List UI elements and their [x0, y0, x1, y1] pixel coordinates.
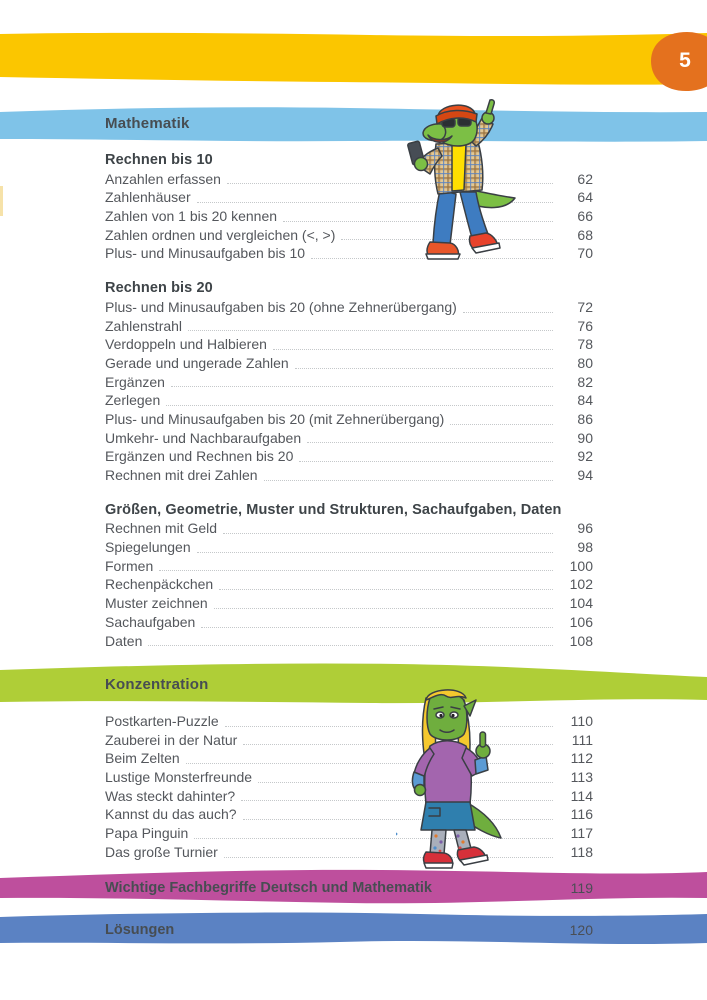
toc-row — [105, 749, 593, 768]
toc-entry-title: Gerade und ungerade Zahlen — [105, 354, 289, 371]
dotted-leader — [219, 575, 553, 590]
toc-entry-title: Papa Pinguin — [105, 825, 189, 842]
monster-girl-thumbs-up-illustration — [396, 684, 508, 870]
toc-entry-title: Sachaufgaben — [105, 613, 196, 630]
toc-entry-title: Rechnen mit Geld — [105, 520, 218, 537]
croc-hand-left — [415, 158, 428, 171]
toc-entry-page-number: 78 — [577, 336, 593, 353]
toc-entry-title: Das große Turnier — [105, 843, 218, 860]
toc-row — [105, 843, 593, 862]
dotted-leader — [201, 613, 553, 628]
toc-section-heading: Rechnen bis 10 — [105, 152, 213, 168]
toc-row — [105, 391, 593, 410]
toc-entry-page-number: 106 — [569, 613, 593, 630]
toc-entry-title: Rechenpäckchen — [105, 576, 214, 593]
toc-entry-title: Zahlen ordnen und vergleichen (<, >) — [105, 226, 336, 243]
dotted-leader — [295, 354, 553, 369]
toc-row — [105, 298, 593, 317]
toc-section — [105, 279, 593, 485]
toc-section — [105, 712, 593, 862]
dotted-leader — [214, 594, 553, 609]
footer-page-number: 119 — [570, 880, 593, 896]
toc-entry-page-number: 82 — [577, 373, 593, 390]
toc-entry-title: Zahlenhäuser — [105, 189, 191, 206]
footer-label: Wichtige Fachbegriffe Deutsch und Mathematik — [105, 880, 432, 896]
dotted-leader — [307, 429, 553, 444]
toc-entry-page-number: 92 — [577, 448, 593, 465]
toc-entry-title: Anzahlen erfassen — [105, 170, 221, 187]
toc-row — [105, 731, 593, 750]
toc-entry-page-number: 62 — [577, 170, 593, 187]
dotted-leader — [197, 538, 553, 553]
toc-entry-title: Beim Zelten — [105, 750, 180, 767]
footer-row-fachbegriffe — [105, 879, 593, 897]
toc-row — [105, 575, 593, 594]
toc-entry-page-number: 111 — [571, 731, 593, 748]
toc-entry-page-number: 114 — [570, 787, 593, 804]
toc-entry-title: Rechnen mit drei Zahlen — [105, 467, 258, 483]
girl-sleeve-right — [475, 756, 488, 774]
croc-jeans-left — [433, 190, 456, 245]
toc-row — [105, 226, 593, 245]
dotted-leader — [148, 632, 553, 647]
girl-legging-left — [430, 830, 446, 854]
dotted-leader — [159, 557, 553, 572]
toc-row — [105, 244, 593, 263]
toc-entry-title: Kannst du das auch? — [105, 806, 237, 823]
footer-spacer — [432, 879, 553, 897]
girl-hand-left — [415, 785, 426, 796]
toc-entry-title: Zerlegen — [105, 392, 161, 409]
dotted-leader — [223, 519, 553, 534]
toc-entry-page-number: 68 — [577, 226, 593, 243]
crocodile-with-phone-illustration — [402, 96, 518, 266]
toc-entry-title: Spiegelungen — [105, 539, 191, 556]
toc-entry-page-number: 84 — [577, 392, 593, 409]
toc-entry-title: Zahlen von 1 bis 20 kennen — [105, 208, 278, 225]
toc-row — [105, 613, 593, 632]
toc-entry-page-number: 90 — [577, 429, 593, 446]
toc-row — [105, 170, 593, 189]
dotted-leader — [166, 391, 553, 406]
toc-row — [105, 538, 593, 557]
toc-entry-page-number: 64 — [577, 189, 593, 206]
toc-entry-title: Umkehr- und Nachbaraufgaben — [105, 429, 302, 446]
toc-row — [105, 429, 593, 448]
toc-row — [105, 447, 593, 466]
dotted-leader — [264, 466, 553, 481]
croc-pointing-finger — [486, 100, 494, 114]
toc-row — [105, 557, 593, 576]
dotted-leader — [463, 298, 553, 313]
toc-entry-title: Plus- und Minusaufgaben bis 10 — [105, 245, 306, 262]
toc-row — [105, 519, 593, 538]
toc-section-heading: Rechnen bis 20 — [105, 280, 213, 297]
toc-entry-page-number: 100 — [569, 557, 593, 574]
toc-row — [105, 632, 593, 651]
toc-entry-title: Zauberei in der Natur — [105, 731, 238, 748]
toc-row — [105, 188, 593, 207]
toc-entry-page-number: 94 — [577, 467, 593, 483]
toc-entry-page-number: 70 — [577, 245, 593, 262]
toc-entry-page-number: 117 — [570, 825, 593, 842]
yellow-band — [0, 33, 707, 85]
band-label-konzentration: Konzentration — [105, 676, 209, 693]
toc-entry-page-number: 66 — [577, 208, 593, 225]
dotted-leader — [299, 447, 553, 462]
toc-entry-title: Muster zeichnen — [105, 595, 208, 612]
toc-entry-title: Postkarten-Puzzle — [105, 713, 219, 729]
toc-entry-page-number: 72 — [577, 298, 593, 315]
croc-yellow-tie — [452, 143, 466, 191]
toc-entry-page-number: 98 — [577, 539, 593, 556]
toc-entry-page-number: 96 — [577, 520, 593, 537]
toc-row — [105, 768, 593, 787]
toc-entry-title: Ergänzen — [105, 373, 165, 390]
toc-entry-title: Lustige Monsterfreunde — [105, 769, 253, 786]
toc-row — [105, 805, 593, 824]
toc-row — [105, 466, 593, 485]
toc-entry-page-number: 118 — [570, 843, 593, 860]
toc-mathematik-list — [105, 151, 593, 650]
toc-entry-title: Ergänzen und Rechnen bis 20 — [105, 448, 294, 465]
toc-row — [105, 335, 593, 354]
girl-thumb — [480, 732, 486, 747]
footer-label: Lösungen — [105, 922, 175, 938]
toc-entry-page-number: 104 — [569, 595, 593, 612]
toc-entry-title: Was steckt dahinter? — [105, 787, 236, 804]
dotted-leader — [273, 335, 553, 350]
toc-section — [105, 151, 593, 263]
toc-entry-page-number: 80 — [577, 354, 593, 371]
toc-konzentration-list — [105, 712, 593, 862]
toc-entry-page-number: 102 — [569, 576, 593, 593]
toc-entry-title: Plus- und Minusaufgaben bis 20 (mit Zehnerübergang) — [105, 410, 445, 427]
toc-entry-page-number: 113 — [570, 769, 593, 786]
toc-row — [105, 410, 593, 429]
toc-row — [105, 712, 593, 731]
dotted-leader — [188, 317, 553, 332]
toc-entry-page-number: 86 — [577, 410, 593, 427]
dotted-leader — [171, 373, 553, 388]
toc-entry-title: Plus- und Minusaufgaben bis 20 (ohne Zehnerübergang) — [105, 298, 457, 315]
toc-row — [105, 787, 593, 806]
toc-row — [105, 594, 593, 613]
toc-entry-title: Verdoppeln und Halbieren — [105, 336, 267, 353]
toc-entry-page-number: 116 — [570, 806, 593, 823]
toc-entry-page-number: 110 — [570, 713, 593, 729]
left-edge-print-mark — [0, 186, 3, 216]
toc-row — [105, 373, 593, 392]
toc-entry-title: Daten — [105, 632, 143, 649]
toc-entry-title: Zahlenstrahl — [105, 317, 183, 334]
dotted-leader — [450, 410, 553, 425]
band-label-mathematik: Mathematik — [105, 115, 190, 132]
page-tab-number: 5 — [679, 49, 691, 72]
toc-entry-page-number: 112 — [570, 750, 593, 767]
toc-row — [105, 824, 593, 843]
footer-spacer — [174, 921, 553, 939]
toc-row — [105, 317, 593, 336]
toc-section-heading: Größen, Geometrie, Muster und Strukturen, Sachaufgaben, Daten — [105, 501, 562, 518]
toc-section — [105, 501, 593, 651]
footer-row-loesungen — [105, 921, 593, 939]
toc-entry-page-number: 108 — [569, 632, 593, 649]
toc-entry-title: Formen — [105, 557, 154, 574]
toc-entry-page-number: 76 — [577, 317, 593, 334]
toc-row — [105, 207, 593, 226]
footer-page-number: 120 — [569, 922, 593, 938]
toc-row — [105, 354, 593, 373]
